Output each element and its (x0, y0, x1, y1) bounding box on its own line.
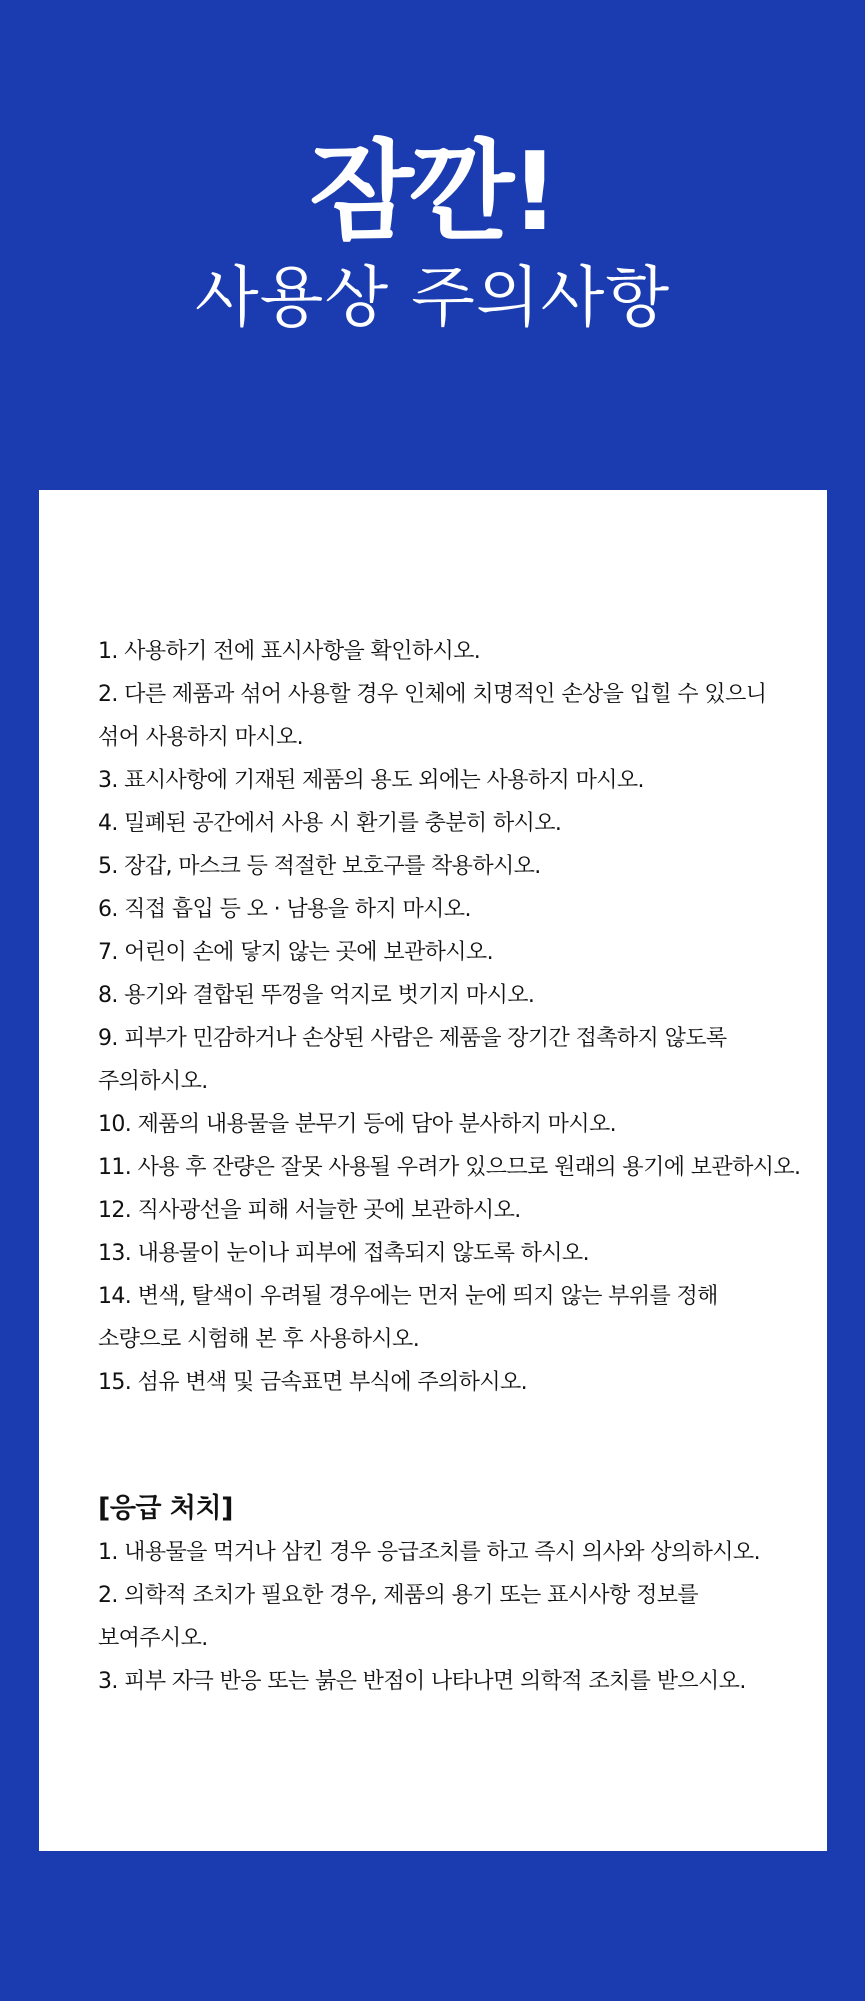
caution-item: 5. 장갑, 마스크 등 적절한 보호구를 착용하시오. (98, 854, 541, 879)
caution-item: 13. 내용물이 눈이나 피부에 접촉되지 않도록 하시오. (98, 1241, 589, 1266)
notice-card (39, 490, 827, 1851)
page-subtitle: 사용상 주의사항 (194, 259, 671, 336)
caution-item: 2. 다른 제품과 섞어 사용할 경우 인체에 치명적인 손상을 입힐 수 있으니 섞어 사용하지 마시오. (98, 682, 767, 750)
caution-item: 8. 용기와 결합된 뚜껑을 억지로 벗기지 마시오. (98, 983, 535, 1008)
caution-item: 9. 피부가 민감하거나 손상된 사람은 제품을 장기간 접촉하지 않도록 주의하시오. (98, 1026, 727, 1094)
first-aid-item: 2. 의학적 조치가 필요한 경우, 제품의 용기 또는 표시사항 정보를 보여주시오. (98, 1583, 699, 1651)
first-aid-item: 1. 내용물을 먹거나 삼킨 경우 응급조치를 하고 즉시 의사와 상의하시오. (98, 1540, 760, 1565)
caution-item: 12. 직사광선을 피해 서늘한 곳에 보관하시오. (98, 1198, 521, 1223)
caution-item: 7. 어린이 손에 닿지 않는 곳에 보관하시오. (98, 940, 493, 965)
caution-item: 4. 밀폐된 공간에서 사용 시 환기를 충분히 하시오. (98, 811, 562, 836)
caution-item: 15. 섬유 변색 및 금속표면 부식에 주의하시오. (98, 1370, 528, 1395)
caution-item: 10. 제품의 내용물을 분무기 등에 담아 분사하지 마시오. (98, 1112, 617, 1137)
first-aid-item: 3. 피부 자극 반응 또는 붉은 반점이 나타나면 의학적 조치를 받으시오. (98, 1669, 746, 1694)
caution-list (98, 630, 818, 1404)
caution-item: 11. 사용 후 잔량은 잘못 사용될 우려가 있으므로 원래의 용기에 보관하시오. (98, 1155, 801, 1180)
header-banner (0, 0, 865, 490)
notice-content (98, 630, 818, 1703)
first-aid-list (98, 1531, 818, 1703)
caution-item: 6. 직접 흡입 등 오 · 남용을 하지 마시오. (98, 897, 471, 922)
page-title: 잠깐! (309, 130, 556, 255)
first-aid-title: [응급 처치] (98, 1493, 233, 1524)
caution-item: 1. 사용하기 전에 표시사항을 확인하시오. (98, 639, 481, 664)
caution-item: 3. 표시사항에 기재된 제품의 용도 외에는 사용하지 마시오. (98, 768, 644, 793)
caution-item: 14. 변색, 탈색이 우려될 경우에는 먼저 눈에 띄지 않는 부위를 정해 소량으로 시험해 본 후 사용하시오. (98, 1284, 718, 1352)
